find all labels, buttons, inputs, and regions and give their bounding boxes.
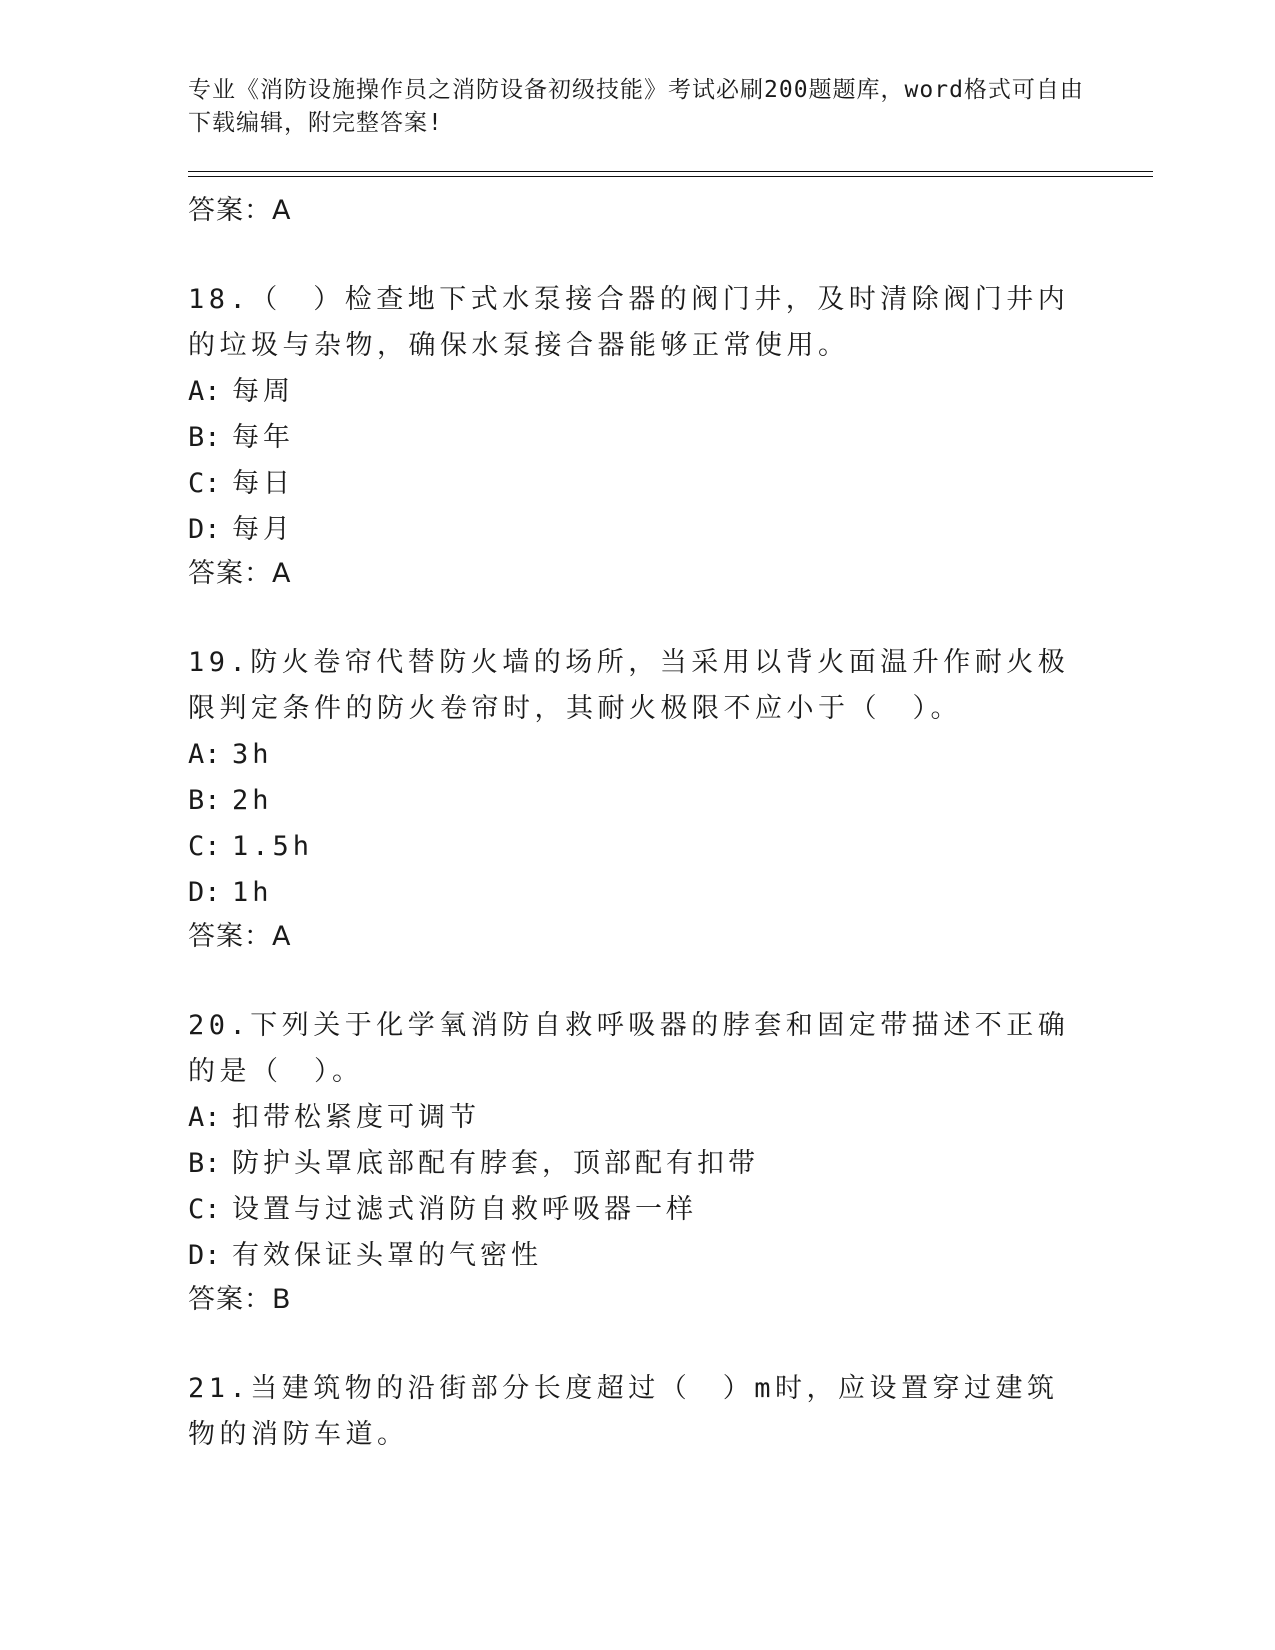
header-rule-bottom: [188, 176, 1153, 177]
answer-value: B: [272, 1284, 292, 1315]
question-20: [188, 1003, 1088, 1321]
option-a: A: 每周: [188, 376, 294, 407]
option-d: D: 有效保证头罩的气密性: [188, 1240, 542, 1271]
question-stem: 19.防火卷帘代替防火墙的场所，当采用以背火面温升作耐火极限判定条件的防火卷帘时，其耐火极限不应小于（ ）。: [188, 647, 1070, 724]
question-list: [188, 190, 1088, 1458]
option-d: D: 1h: [188, 877, 273, 908]
option-b: B: 防护头罩底部配有脖套，顶部配有扣带: [188, 1148, 759, 1179]
question-19: [188, 640, 1088, 958]
option-c: C: 设置与过滤式消防自救呼吸器一样: [188, 1194, 697, 1225]
answer-label: 答案：: [188, 195, 272, 226]
option-a: A: 扣带松紧度可调节: [188, 1102, 480, 1133]
option-b: B: 2h: [188, 785, 273, 816]
question-stem: 20.下列关于化学氧消防自救呼吸器的脖套和固定带描述不正确的是（ ）。: [188, 1010, 1070, 1087]
question-18: [188, 277, 1088, 595]
answer-value: A: [272, 195, 292, 226]
document-header: 专业《消防设施操作员之消防设备初级技能》考试必刷200题题库，word格式可自由下载编辑，附完整答案!: [188, 77, 1084, 136]
answer-line: [188, 190, 1088, 232]
option-a: A: 3h: [188, 739, 273, 770]
answer-value: A: [272, 921, 292, 952]
option-d: D: 每月: [188, 514, 294, 545]
question-stem: 21.当建筑物的沿街部分长度超过（ ）m时，应设置穿过建筑物的消防车道。: [188, 1373, 1059, 1450]
answer-line: [188, 1279, 1088, 1321]
answer-label: 答案：: [188, 921, 272, 952]
answer-label: 答案：: [188, 558, 272, 589]
option-c: C: 1.5h: [188, 831, 314, 862]
answer-line: [188, 916, 1088, 958]
header-rule-top: [188, 171, 1153, 172]
question-21: [188, 1366, 1088, 1458]
answer-label: 答案：: [188, 1284, 272, 1315]
option-c: C: 每日: [188, 468, 294, 499]
answer-line: [188, 553, 1088, 595]
answer-value: A: [272, 558, 292, 589]
question-stem: 18.（ ）检查地下式水泵接合器的阀门井，及时清除阀门井内的垃圾与杂物，确保水泵接合器能够正常使用。: [188, 284, 1070, 361]
option-b: B: 每年: [188, 422, 294, 453]
